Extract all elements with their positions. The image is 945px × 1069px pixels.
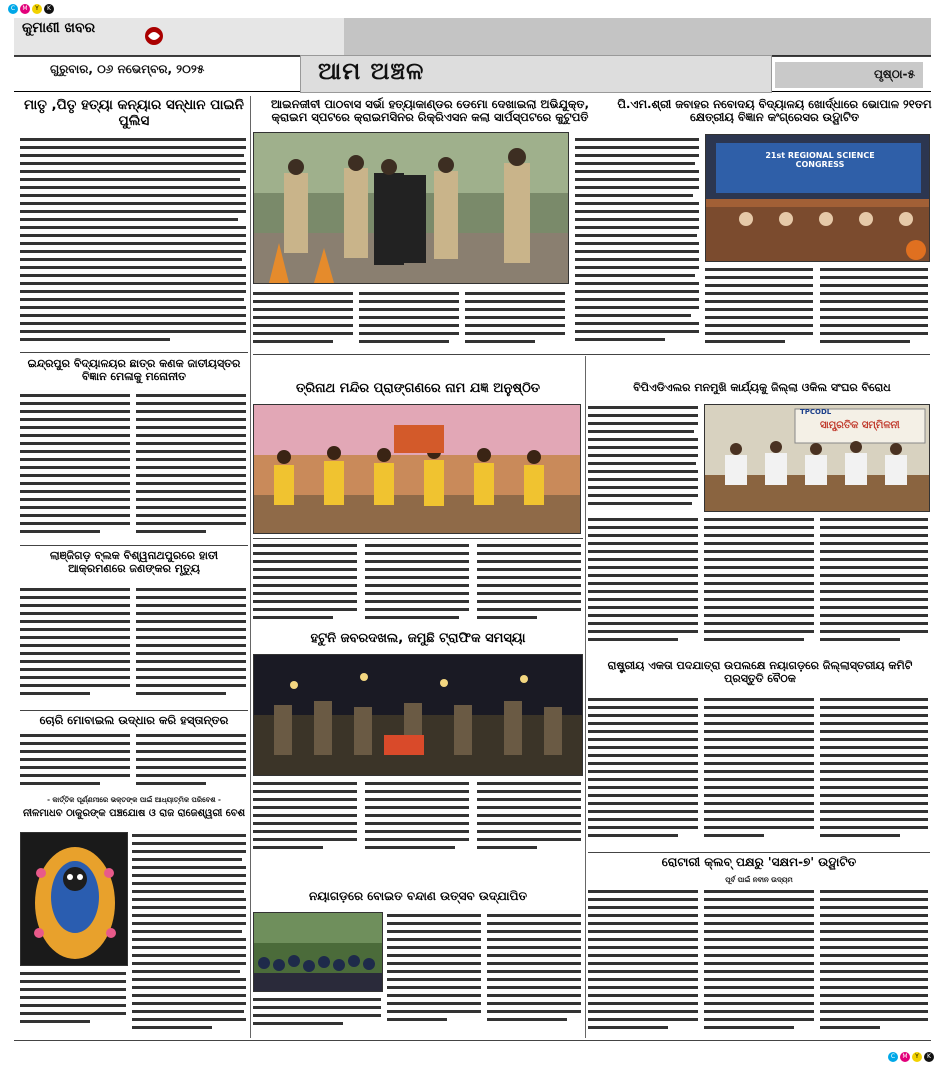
kicker-a11: - କାର୍ତ୍ତିକ ପୂର୍ଣ୍ଣମୀରେ ଭକ୍ତଙ୍କ ପାଇଁ ଆଧ୍ୟାତ୍ମିକ ପରିବେଶ - xyxy=(47,796,221,804)
article-body-a6-left xyxy=(588,404,700,514)
article-body-a6-bottom xyxy=(588,516,930,656)
registration-mark-m: M xyxy=(20,4,30,14)
registration-mark-y-bottom: Y xyxy=(912,1052,922,1062)
article-body-a11-bottom xyxy=(20,970,128,1032)
headline-a3: ପି.ଏମ.ଶ୍ରୀ ଜବାହର ନବୋଦୟ ବିଦ୍ୟାଳୟ ଖୋର୍ଦ୍ଧାରେ ଭୋପାଳ ୨୧ତମ କ୍ଷେତ୍ରୀୟ ବିଜ୍ଞାନ କଂଗ୍ରେସର ଉଦ୍ଘାଟିତ xyxy=(617,97,932,125)
photo-boita-bandana xyxy=(253,912,383,992)
registration-mark-c-bottom: C xyxy=(888,1052,898,1062)
registration-mark-k-bottom: K xyxy=(924,1052,934,1062)
text-lines-a9 xyxy=(588,696,930,846)
tpcodl-logo-text: TPCODL xyxy=(800,408,832,416)
article-body-a13 xyxy=(588,888,930,1038)
text-lines-a12 xyxy=(387,912,583,1032)
headline-a10: ଚୋରି ମୋବାଇଲ ଉଦ୍ଧାର କରି ହସ୍ତାନ୍ତର xyxy=(39,713,229,727)
column-rule xyxy=(250,96,251,1038)
text-lines-a7 xyxy=(20,586,248,706)
text-lines-a11 xyxy=(132,832,248,1032)
brand-name: କୁମାଣୀ ଖବର xyxy=(22,20,96,36)
text-lines-a10 xyxy=(20,732,248,792)
text-lines-a1 xyxy=(20,136,248,346)
registration-mark-k: K xyxy=(44,4,54,14)
text-lines-a12-left xyxy=(253,996,383,1036)
headline-a13: ରୋଟାରୀ କ୍ଲବ୍ ପକ୍ଷରୁ 'ସକ୍ଷମ-୭' ଉଦ୍ଘାଟିତ xyxy=(661,855,857,869)
page-number: ପୃଷ୍ଠା-୫ xyxy=(775,62,923,88)
headline-a12: ନୟାଗଡ଼ରେ ବୋଇତ ବନ୍ଦାଣ ଉତ୍ସବ ଉଦ୍ଯାପିତ xyxy=(308,889,528,903)
photo-traffic xyxy=(253,654,583,776)
text-lines-a3-left xyxy=(575,136,701,346)
photo-boita-bandana-image xyxy=(254,913,383,992)
text-lines-a5 xyxy=(253,542,583,628)
article-body-a11 xyxy=(132,832,248,1032)
headline-a11: ନୀଳମାଧବ ଠାକୁରଙ୍କ ପଞ୍ଚଯୋଷ ଓ ରାଜ ରାଜେଶ୍ୱରୀ ବେଶ xyxy=(22,808,246,819)
article-body-a4 xyxy=(20,392,248,542)
article-body-a12-left xyxy=(253,996,383,1036)
headline-a8: ହଟୁନି ଜବରଦଖଲ, ଜମୁଛି ଟ୍ରାଫିକ ସମସ୍ୟା xyxy=(310,631,526,646)
subhead-a13: ପୂର୍ବ ପାଇଁ ନବୀନ ଉଦ୍ୟମ xyxy=(725,876,793,884)
photo-nama-yajna-image xyxy=(254,405,581,534)
divider xyxy=(20,710,248,711)
photo-nilamadhab-deity-image xyxy=(21,833,128,966)
tpcodl-banner-text: ସାମ୍ପ୍ରତିକ ସମ୍ମିଳନୀ xyxy=(820,420,900,431)
text-lines-a2 xyxy=(253,290,569,350)
divider xyxy=(588,852,930,853)
divider xyxy=(253,538,583,539)
registration-mark-m-bottom: M xyxy=(900,1052,910,1062)
headline-a9: ରାଷ୍ଟ୍ରୀୟ ଏକତା ପଦଯାତ୍ରା ଉପଲକ୍ଷେ ନୟାଗଡ଼ରେ ଜିଲ୍ଲାସ୍ତରୀୟ କମିଟି ପ୍ରସ୍ତୁତି ବୈଠକ xyxy=(607,659,913,685)
photo-traffic-image xyxy=(254,655,583,776)
photo-police-reenactment-image xyxy=(254,133,569,284)
article-body-a9 xyxy=(588,696,930,846)
article-body-a10 xyxy=(20,732,248,792)
text-lines-a4 xyxy=(20,392,248,542)
registration-mark-y: Y xyxy=(32,4,42,14)
text-lines-a3-right xyxy=(705,266,930,348)
article-body-a3-left xyxy=(575,136,701,346)
bottom-rule xyxy=(14,1040,931,1041)
article-body-a1 xyxy=(20,136,248,346)
registration-mark-c: C xyxy=(8,4,18,14)
divider xyxy=(20,545,248,546)
text-lines-a6-bottom xyxy=(588,516,930,656)
text-lines-a6-left xyxy=(588,404,700,514)
divider xyxy=(20,352,248,353)
article-body-a7 xyxy=(20,586,248,706)
headline-a4: ଇନ୍ଦ୍ରପୁର ବିଦ୍ୟାଳୟର ଛାତ୍ର କଣକ ଜାତୀୟସ୍ତର ବିଜ୍ଞାନ ମେଳାକୁ ମନୋନୀତ xyxy=(27,357,241,383)
article-body-a2 xyxy=(253,290,569,350)
text-lines-a11-bottom xyxy=(20,970,128,1032)
photo-nama-yajna xyxy=(253,404,581,534)
headline-a5: ତ୍ରିନାଥ ମନ୍ଦିର ପ୍ରାଙ୍ଗଣରେ ନାମ ଯଜ୍ଞ ଅନୁଷ୍ଠିତ xyxy=(295,381,541,396)
section-title: ଆମ ଅଞ୍ଚଳ xyxy=(318,57,425,85)
headline-a7: ଲାଞ୍ଜିଗଡ଼ ବ୍ଲକ ବିଶ୍ୱନାଥପୁରରେ ହାତୀ ଆକ୍ରମଣରେ ଜଣଙ୍କର ମୃତ୍ୟୁ xyxy=(49,549,219,575)
divider xyxy=(253,354,930,355)
headline-a2: ଆଇନଜୀବୀ ପାଠବାସ ସର୍ଭା ହତ୍ୟାକାଣ୍ଡର ଡେମୋ ଦେଖାଇଲା ଅଭିଯୁକ୍ତ, କ୍ରାଇମ ସ୍ପଟରେ କ୍ରାଇମସିନର ରିକ୍ରିଏସନ କଲା ସାର୍ପସ୍ପଟରେ କୁଟୁପତି xyxy=(271,97,589,125)
article-body-a5 xyxy=(253,542,583,628)
photo-nilamadhab-deity xyxy=(20,832,128,966)
text-lines-a8 xyxy=(253,780,583,860)
article-body-a3-right xyxy=(705,266,930,348)
article-body-a8 xyxy=(253,780,583,860)
headline-a6: ବିପିଏଡିଏଲର ମନମୁଖି କାର୍ଯ୍ୟକୁ ଜିଲ୍ଲା ଓକିଲ ସଂଘର ବିରୋଧ xyxy=(633,381,891,394)
column-rule xyxy=(585,356,586,1038)
headline-a1: ମାତୃ ,ପିତୃ ହତ୍ୟା କନ୍ୟାର ସନ୍ଧାନ ପାଇନି ପୁଲିସ xyxy=(24,97,244,129)
science-banner-text: 21st REGIONAL SCIENCE CONGRESS xyxy=(765,151,875,169)
dateline: ଗୁରୁବାର, ୦୬ ନଭେମ୍ବର, ୨୦୨୫ xyxy=(50,62,205,76)
photo-police-reenactment xyxy=(253,132,569,284)
article-body-a12 xyxy=(387,912,583,1032)
text-lines-a13 xyxy=(588,888,930,1038)
